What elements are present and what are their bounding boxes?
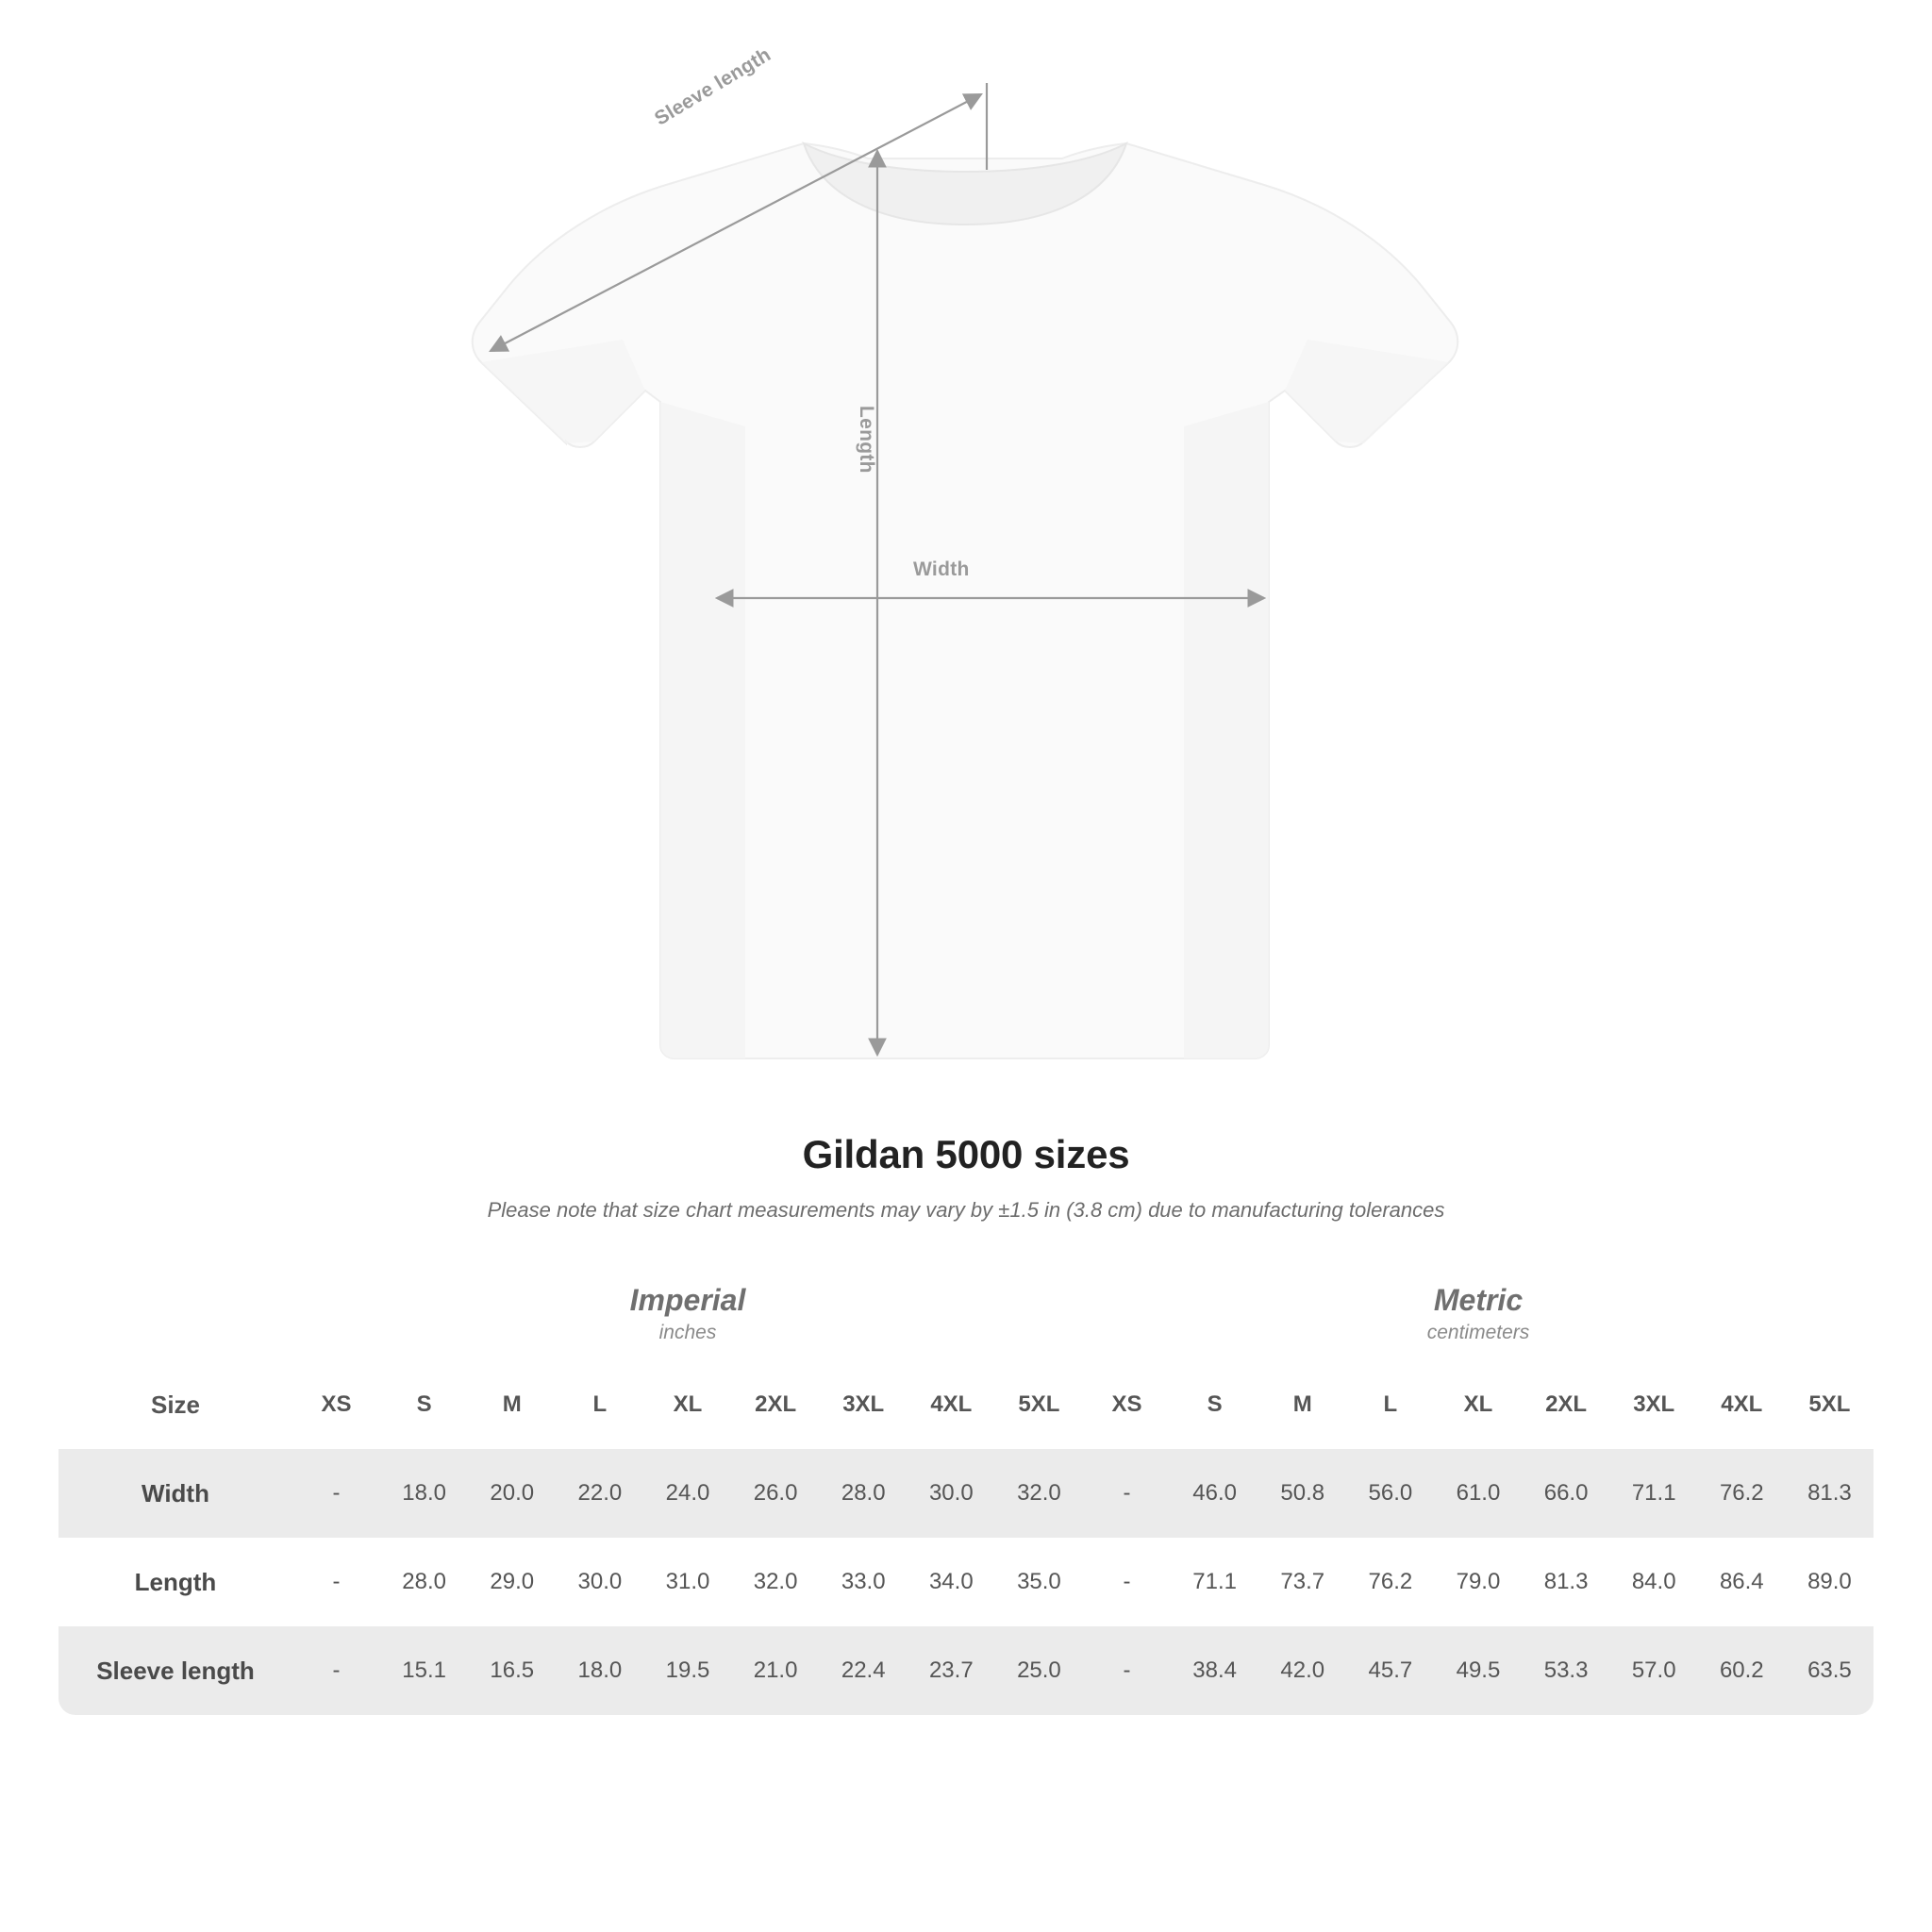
- cell-sleeve-met-m: 42.0: [1258, 1626, 1346, 1715]
- size-header-met-xs: XS: [1083, 1360, 1171, 1449]
- cell-length-imp-l: 30.0: [556, 1538, 643, 1626]
- size-header-imp-xs: XS: [292, 1360, 380, 1449]
- unit-metric-name: Metric: [1433, 1283, 1524, 1318]
- table-row: [58, 1626, 1874, 1715]
- cell-length-imp-3xl: 33.0: [820, 1538, 908, 1626]
- table-row: [58, 1538, 1874, 1626]
- size-header-met-xl: XL: [1434, 1360, 1522, 1449]
- sleeve-length-label: Sleeve length: [651, 43, 775, 130]
- size-header-met-3xl: 3XL: [1610, 1360, 1698, 1449]
- cell-sleeve-imp-xs: -: [292, 1626, 380, 1715]
- cell-sleeve-imp-4xl: 23.7: [908, 1626, 995, 1715]
- cell-sleeve-met-l: 45.7: [1346, 1626, 1434, 1715]
- cell-width-imp-s: 18.0: [380, 1449, 468, 1538]
- cell-sleeve-met-5xl: 63.5: [1786, 1626, 1874, 1715]
- row-label-width: Width: [58, 1449, 292, 1538]
- cell-width-met-2xl: 66.0: [1523, 1449, 1610, 1538]
- cell-width-met-xs: -: [1083, 1449, 1171, 1538]
- cell-sleeve-imp-l: 18.0: [556, 1626, 643, 1715]
- size-header-met-5xl: 5XL: [1786, 1360, 1874, 1449]
- cell-length-imp-s: 28.0: [380, 1538, 468, 1626]
- tolerance-note: Please note that size chart measurements may vary by ±1.5 in (3.8 cm) due to manufacturing tolerances: [487, 1198, 1445, 1222]
- size-header-imp-s: S: [380, 1360, 468, 1449]
- cell-width-met-5xl: 81.3: [1786, 1449, 1874, 1538]
- cell-length-met-l: 76.2: [1346, 1538, 1434, 1626]
- cell-sleeve-met-3xl: 57.0: [1610, 1626, 1698, 1715]
- row-label-length: Length: [58, 1538, 292, 1626]
- size-header-met-m: M: [1258, 1360, 1346, 1449]
- tshirt-shape: [473, 143, 1458, 1058]
- cell-length-imp-5xl: 35.0: [995, 1538, 1083, 1626]
- cell-length-met-3xl: 84.0: [1610, 1538, 1698, 1626]
- size-table: [58, 1272, 1874, 1715]
- cell-length-met-xs: -: [1083, 1538, 1171, 1626]
- cell-length-imp-2xl: 32.0: [732, 1538, 820, 1626]
- cell-sleeve-imp-s: 15.1: [380, 1626, 468, 1715]
- cell-width-imp-3xl: 28.0: [820, 1449, 908, 1538]
- size-header-imp-2xl: 2XL: [732, 1360, 820, 1449]
- cell-sleeve-met-xs: -: [1083, 1626, 1171, 1715]
- cell-sleeve-imp-2xl: 21.0: [732, 1626, 820, 1715]
- cell-sleeve-met-s: 38.4: [1171, 1626, 1258, 1715]
- cell-width-imp-2xl: 26.0: [732, 1449, 820, 1538]
- cell-width-met-m: 50.8: [1258, 1449, 1346, 1538]
- width-label: Width: [913, 558, 970, 580]
- cell-length-met-2xl: 81.3: [1523, 1538, 1610, 1626]
- cell-sleeve-imp-3xl: 22.4: [820, 1626, 908, 1715]
- cell-sleeve-imp-xl: 19.5: [643, 1626, 731, 1715]
- title-block: [0, 1132, 1932, 1223]
- page-title: Gildan 5000 sizes: [802, 1132, 1130, 1176]
- size-table-wrapper: [58, 1272, 1874, 1715]
- cell-length-met-s: 71.1: [1171, 1538, 1258, 1626]
- cell-length-met-5xl: 89.0: [1786, 1538, 1874, 1626]
- unit-imperial-cell: [292, 1272, 1083, 1360]
- cell-length-met-xl: 79.0: [1434, 1538, 1522, 1626]
- size-row-label: Size: [58, 1360, 292, 1449]
- size-header-imp-l: L: [556, 1360, 643, 1449]
- cell-width-imp-m: 20.0: [468, 1449, 556, 1538]
- cell-length-imp-m: 29.0: [468, 1538, 556, 1626]
- cell-width-met-l: 56.0: [1346, 1449, 1434, 1538]
- cell-length-met-m: 73.7: [1258, 1538, 1346, 1626]
- unit-imperial-sub: inches: [658, 1322, 717, 1344]
- cell-sleeve-met-2xl: 53.3: [1523, 1626, 1610, 1715]
- cell-length-met-4xl: 86.4: [1698, 1538, 1786, 1626]
- cell-width-imp-xl: 24.0: [643, 1449, 731, 1538]
- cell-width-imp-5xl: 32.0: [995, 1449, 1083, 1538]
- cell-sleeve-imp-5xl: 25.0: [995, 1626, 1083, 1715]
- cell-width-imp-xs: -: [292, 1449, 380, 1538]
- table-row: [58, 1449, 1874, 1538]
- cell-sleeve-imp-m: 16.5: [468, 1626, 556, 1715]
- cell-width-met-s: 46.0: [1171, 1449, 1258, 1538]
- cell-sleeve-met-xl: 49.5: [1434, 1626, 1522, 1715]
- cell-length-imp-4xl: 34.0: [908, 1538, 995, 1626]
- cell-length-imp-xl: 31.0: [643, 1538, 731, 1626]
- size-header-met-l: L: [1346, 1360, 1434, 1449]
- cell-sleeve-met-4xl: 60.2: [1698, 1626, 1786, 1715]
- unit-metric-sub: centimeters: [1426, 1322, 1530, 1344]
- cell-width-met-3xl: 71.1: [1610, 1449, 1698, 1538]
- cell-length-imp-xs: -: [292, 1538, 380, 1626]
- length-label: Length: [856, 406, 877, 474]
- size-header-imp-m: M: [468, 1360, 556, 1449]
- unit-metric-cell: [1083, 1272, 1874, 1360]
- size-header-met-2xl: 2XL: [1523, 1360, 1610, 1449]
- size-header-imp-xl: XL: [643, 1360, 731, 1449]
- unit-header-row: [58, 1272, 1874, 1360]
- unit-imperial-name: Imperial: [629, 1283, 746, 1318]
- cell-width-met-4xl: 76.2: [1698, 1449, 1786, 1538]
- size-header-met-s: S: [1171, 1360, 1258, 1449]
- row-label-sleeve-length: Sleeve length: [58, 1626, 292, 1715]
- cell-width-met-xl: 61.0: [1434, 1449, 1522, 1538]
- cell-width-imp-4xl: 30.0: [908, 1449, 995, 1538]
- size-header-imp-5xl: 5XL: [995, 1360, 1083, 1449]
- size-header-met-4xl: 4XL: [1698, 1360, 1786, 1449]
- unit-corner-cell: [58, 1272, 292, 1360]
- size-header-row: [58, 1360, 1874, 1449]
- size-header-imp-3xl: 3XL: [820, 1360, 908, 1449]
- size-header-imp-4xl: 4XL: [908, 1360, 995, 1449]
- cell-width-imp-l: 22.0: [556, 1449, 643, 1538]
